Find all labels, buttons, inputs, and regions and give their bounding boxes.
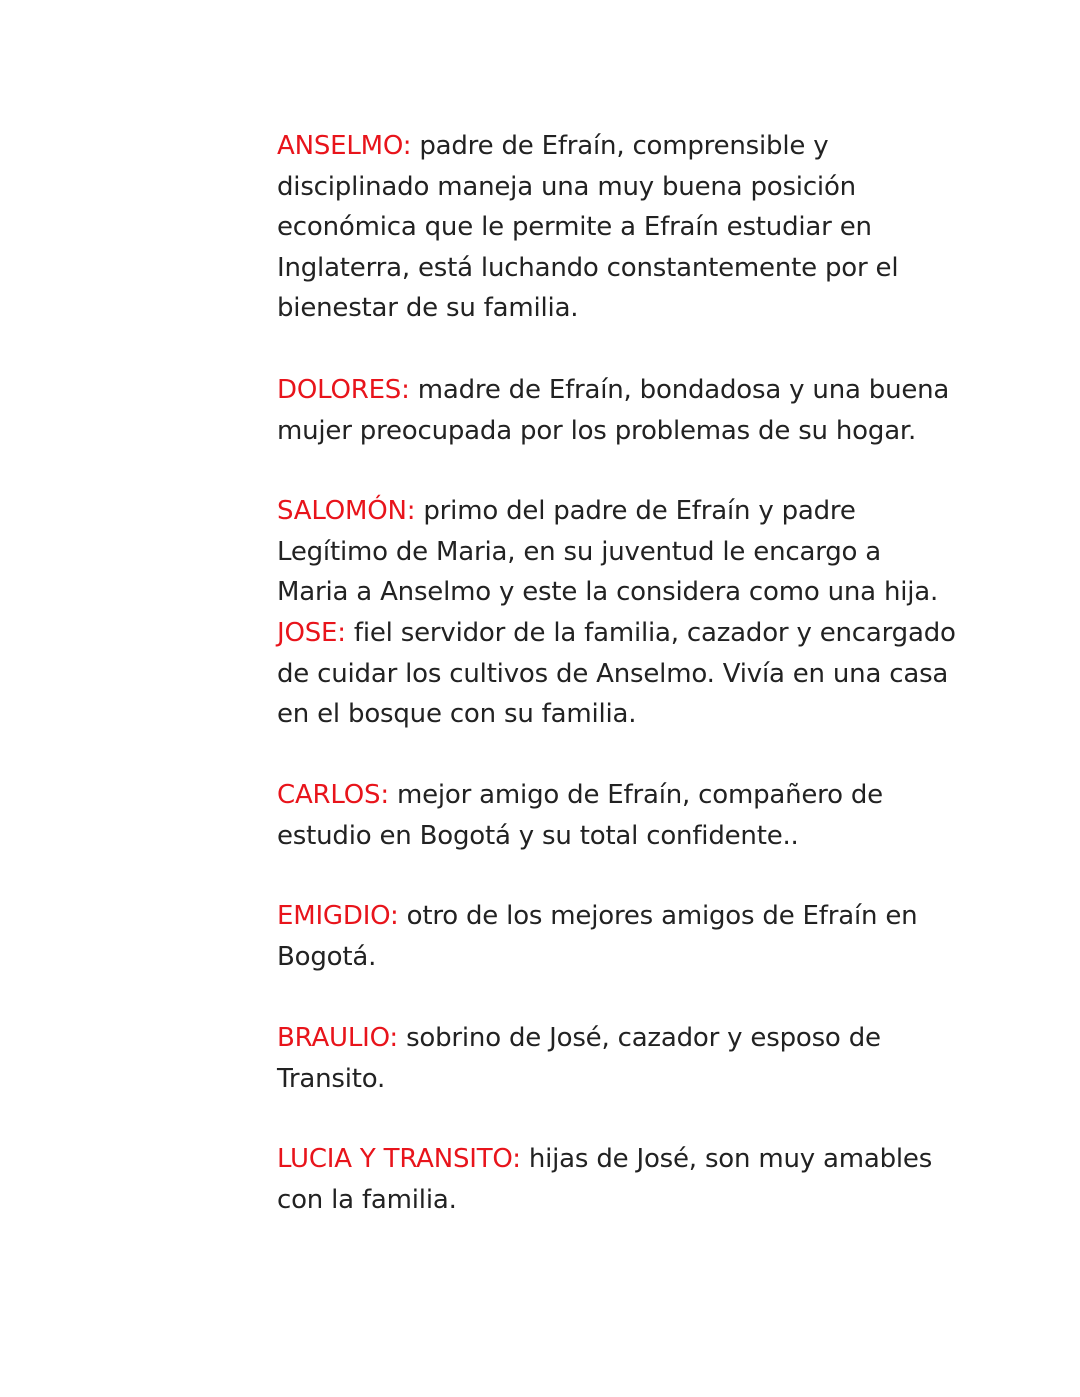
description-line: fiel servidor de la familia, cazador y encargado <box>345 618 956 648</box>
description-line: económica que le permite a Efraín estudiar en <box>277 212 872 242</box>
description-line: mujer preocupada por los problemas de su hogar. <box>277 415 917 446</box>
description-line: sobrino de José, cazador y esposo de <box>398 1023 881 1053</box>
description-line: primo del padre de Efraín y padre <box>415 496 856 526</box>
description-line: con la familia. <box>277 1184 457 1215</box>
description-line: Legítimo de Maria, en su juventud le encargo a <box>277 536 882 567</box>
description-line: bienestar de su familia. <box>277 293 579 323</box>
character-name: ANSELMO: <box>277 131 412 161</box>
description-line: de cuidar los cultivos de Anselmo. Vivía en una casa <box>277 658 949 689</box>
description-line: madre de Efraín, bondadosa y una buena <box>409 375 950 405</box>
character-name: LUCIA Y TRANSITO: <box>277 1144 521 1174</box>
character-entry-emigdio <box>277 896 957 977</box>
description-line: en el bosque con su familia. <box>277 699 637 729</box>
character-name: EMIGDIO: <box>277 901 399 931</box>
character-entry-anselmo <box>277 126 957 329</box>
character-name: CARLOS: <box>277 780 389 810</box>
description-line: padre de Efraín, comprensible y <box>411 131 829 161</box>
description-line: disciplinado maneja una muy buena posición <box>277 171 856 202</box>
character-entry-dolores <box>277 370 957 451</box>
description-line: mejor amigo de Efraín, compañero de <box>388 780 883 810</box>
description-line: otro de los mejores amigos de Efraín en <box>398 901 918 931</box>
character-entry-lucia-y-transito <box>277 1139 957 1220</box>
character-name: DOLORES: <box>277 375 410 405</box>
description-line: Transito. <box>277 1063 386 1094</box>
character-name: BRAULIO: <box>277 1023 398 1053</box>
description-line: estudio en Bogotá y su total confidente.. <box>277 820 799 851</box>
description-line: Inglaterra, está luchando constantemente por el <box>277 252 899 283</box>
character-entry-salomon <box>277 491 957 613</box>
character-entry-braulio <box>277 1018 957 1099</box>
character-entry-carlos <box>277 775 957 856</box>
character-name: JOSE: <box>277 618 346 648</box>
character-name: SALOMÓN: <box>277 496 416 526</box>
description-line: hijas de José, son muy amables <box>520 1144 933 1174</box>
description-line: Maria a Anselmo y este la considera como una hija. <box>277 577 939 607</box>
description-line: Bogotá. <box>277 941 377 972</box>
character-entry-jose <box>277 613 957 735</box>
